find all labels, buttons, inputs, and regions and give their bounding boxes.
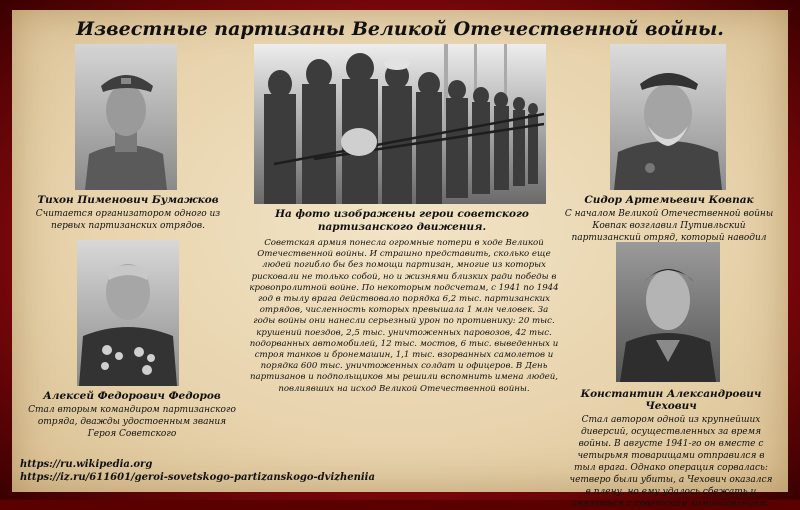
person-description: Стал вторым командиром партизанского отряда, дважды удостоенным звания Героя Советского <box>28 405 236 439</box>
body-text: Советская армия понесла огромные потери в ходе Великой Отечественной войны. И страшно представить, сколько еще людей погибло бы без помощи партизан, многие из которых рисковали не только собой, но и жизнями близких ради победы в кровопролитной войне. По некоторым подсчетам, с 1941 по 1944 год в тылу врага действовало порядка 6,2 тыс. партизанских отрядов, численность которых превышала 1 млн человек. За годы войны они нанесли серьезный урон по противнику: 20 тыс. крушений поездов, 2,5 тыс. уничтоженных паровозов, 42 тыс. подорванных автомобилей, 12 тыс. мостов, 6 тыс. выведенных и строя танков и бронемашин, 1,1 тыс. взорванных самолетов и порядка 600 тыс. уничтоженных солдат и офицеров. В День партизанов и подпольщиков мы решили вспомнить имена людей, повлиявших на исход Великой Отечественной войны. <box>249 238 559 394</box>
caption-kovpak <box>558 194 780 244</box>
group-photo-partisans <box>254 44 546 204</box>
person-name: Алексей Федорович Федоров <box>43 390 221 402</box>
person-description: Стал автором одной из крупнейших диверсий, осуществленных за время войны. В августе 1941-го он вместе с четырьмя товарищами отправился в тыл врага. Однако операция сорвалась: четверо были убиты, а Чехович оказался в плену, но ему удалось сбежать и связаться с советским командованием. <box>569 415 773 509</box>
source-link[interactable]: https://ru.wikipedia.org <box>20 459 153 470</box>
caption-fedorov <box>28 390 236 440</box>
person-description: С началом Великой Отечественной войны Ковпак возглавил Путивльский партизанский отряд, который наводил <box>564 209 774 243</box>
caption-chekhovich <box>568 388 774 510</box>
portrait-kovpak <box>610 44 726 190</box>
person-name: Сидор Артемьевич Ковпак <box>584 194 754 206</box>
person-description: Считается организатором одного из первых партизанских отрядов. <box>35 209 221 231</box>
group-photo-caption: На фото изображены герои советского партизанского движения. <box>275 208 529 233</box>
portrait-chekhovich <box>616 242 720 382</box>
portrait-bumazhkov <box>75 44 177 190</box>
portrait-fedorov <box>77 240 179 386</box>
poster <box>12 10 788 509</box>
source-link[interactable]: https://iz.ru/611601/geroi-sovetskogo-partizanskogo-dvizheniia <box>20 472 375 483</box>
caption-bumazhkov <box>28 194 228 232</box>
person-name: Константин Александрович Чехович <box>580 388 762 412</box>
poster-title: Известные партизаны Великой Отечественной войны. <box>76 18 724 40</box>
person-name: Тихон Пименович Бумажков <box>37 194 219 206</box>
sources <box>20 458 375 484</box>
